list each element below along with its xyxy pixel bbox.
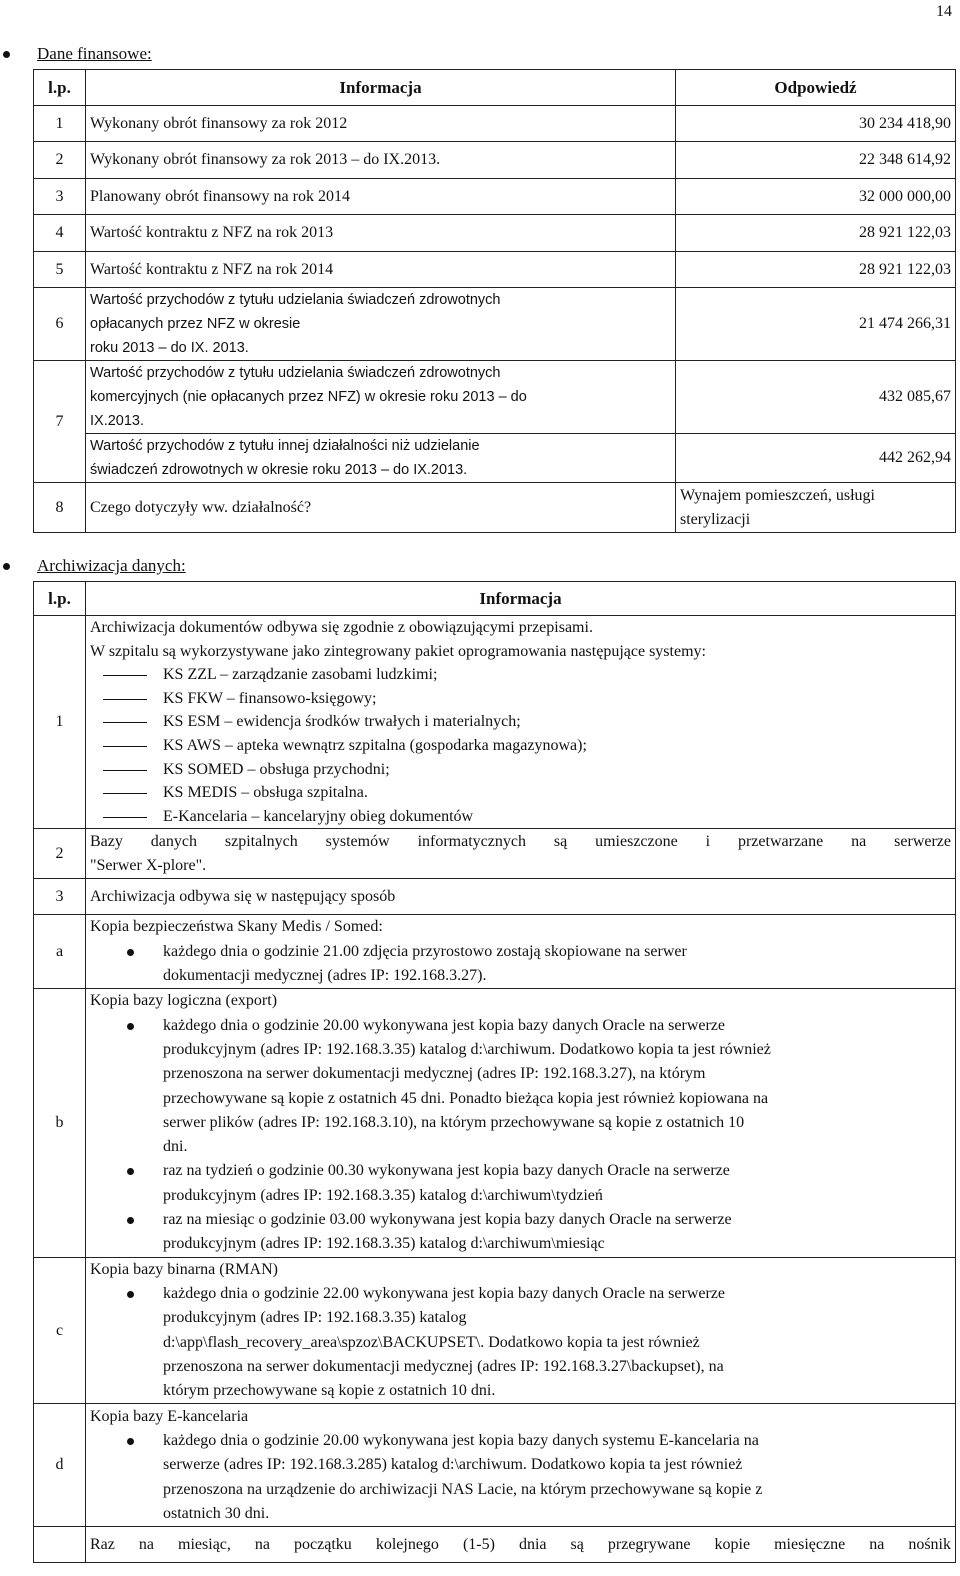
- text-line: każdego dnia o godzinie 20.00 wykonywana jest kopia bazy danych systemu E-kancelaria na: [163, 1431, 759, 1449]
- list-item: KS FKW – finansowo-księgowy;: [90, 687, 951, 711]
- table-row: [34, 179, 956, 215]
- table-row: [34, 879, 956, 915]
- section-title: Kopia bazy logiczna (export): [90, 992, 278, 1010]
- list-item: KS AWS – apteka wewnątrz szpitalna (gospodarka magazynowa);: [90, 734, 951, 758]
- row-info: [86, 1257, 956, 1404]
- list-item: [90, 1429, 951, 1526]
- row-answer: 432 085,67: [676, 361, 956, 434]
- table-row: [34, 361, 956, 434]
- info-line: Wartość przychodów z tytułu udzielania świadczeń zdrowotnych: [90, 292, 501, 308]
- text-line: każdego dnia o godzinie 21.00 zdjęcia przyrostowo zostają skopiowane na serwer: [163, 942, 687, 960]
- section-title: Kopia bezpieczeństwa Skany Medis / Somed:: [90, 918, 383, 936]
- row-answer: 22 348 614,92: [676, 142, 956, 179]
- info-line: Wartość przychodów z tytułu innej działalności niż udzielanie: [90, 438, 480, 454]
- row-info: Planowany obrót finansowy na rok 2014: [86, 179, 676, 215]
- table-row: [34, 915, 956, 989]
- archive-table: [33, 581, 956, 1563]
- row-number: 7: [34, 361, 86, 483]
- table-row: [34, 252, 956, 288]
- text-line: dni.: [163, 1138, 188, 1156]
- section-title: Kopia bazy binarna (RMAN): [90, 1260, 278, 1278]
- row-number: 3: [34, 879, 86, 915]
- systems-list: [90, 663, 951, 828]
- text-line: przechowywane są kopie z ostatnich 45 dni. Ponadto bieżąca kopia jest również kopiowana na: [163, 1089, 769, 1107]
- col-info: Informacja: [86, 70, 676, 106]
- row-number: 1: [34, 616, 86, 829]
- row-info: Wartość kontraktu z NFZ na rok 2013: [86, 215, 676, 252]
- answer-line: sterylizacji: [680, 510, 751, 528]
- row-info: [86, 829, 956, 879]
- table-row: [34, 616, 956, 829]
- text-line: ostatnich 30 dni.: [163, 1504, 270, 1522]
- row-info: Czego dotyczyły ww. działalność?: [86, 483, 676, 533]
- table-row: [34, 1257, 956, 1404]
- bullet-list: [90, 940, 951, 989]
- row-answer: 442 262,94: [676, 434, 956, 483]
- list-item: KS MEDIS – obsługa szpitalna.: [90, 781, 951, 805]
- row-number: 2: [34, 142, 86, 179]
- info-line: roku 2013 – do IX. 2013.: [90, 340, 249, 356]
- text-line: którym przechowywane są kopie z ostatnich 10 dni.: [163, 1382, 496, 1400]
- text-line: serwer plików (adres IP: 192.168.3.10), na którym przechowywane są kopie z ostatnich 10: [163, 1113, 745, 1131]
- list-item: [90, 1159, 951, 1208]
- row-number: 8: [34, 483, 86, 533]
- answer-line: Wynajem pomieszczeń, usługi: [680, 486, 875, 504]
- list-item: KS ESM – ewidencja środków trwałych i materialnych;: [90, 710, 951, 734]
- table-row: [34, 106, 956, 142]
- list-item: [90, 1208, 951, 1257]
- row-number: 2: [34, 829, 86, 879]
- row-number: 1: [34, 106, 86, 142]
- bullet-list: [90, 1282, 951, 1403]
- text-line: produkcyjnym (adres IP: 192.168.3.35) katalog: [163, 1309, 467, 1327]
- row-info: Wartość kontraktu z NFZ na rok 2014: [86, 252, 676, 288]
- list-item: [90, 940, 951, 989]
- list-item: E-Kancelaria – kancelaryjny obieg dokumentów: [90, 805, 951, 829]
- row-answer: 28 921 122,03: [676, 215, 956, 252]
- bullet-icon: [3, 563, 10, 570]
- text-line: przenoszona na serwer dokumentacji medycznej (adres IP: 192.168.3.27), na którym: [163, 1065, 706, 1083]
- table-row: [34, 483, 956, 533]
- info-line: Archiwizacja dokumentów odbywa się zgodnie z obowiązującymi przepisami.: [90, 619, 593, 636]
- row-number: 4: [34, 215, 86, 252]
- text-line: raz na miesiąc o godzinie 03.00 wykonywana jest kopia bazy danych Oracle na serwerze: [163, 1211, 732, 1229]
- row-number: 3: [34, 179, 86, 215]
- text-line: raz na tydzień o godzinie 00.30 wykonywana jest kopia bazy danych Oracle na serwerze: [163, 1162, 730, 1180]
- finance-heading-text: Dane finansowe:: [37, 44, 152, 63]
- row-answer: 30 234 418,90: [676, 106, 956, 142]
- text-line: każdego dnia o godzinie 22.00 wykonywana jest kopia bazy danych Oracle na serwerze: [163, 1284, 726, 1302]
- bullet-list: [90, 1429, 951, 1526]
- row-number: a: [34, 915, 86, 989]
- col-lp: l.p.: [34, 582, 86, 616]
- row-info: [86, 1527, 956, 1563]
- finance-header-row: [34, 70, 956, 106]
- list-item: [90, 1282, 951, 1403]
- text-line: serwerze (adres IP: 192.168.3.285) katalog d:\archiwum. Dodatkowo kopia ta jest również: [163, 1456, 743, 1474]
- page-number: 14: [936, 3, 952, 20]
- text-line: każdego dnia o godzinie 20.00 wykonywana jest kopia bazy danych Oracle na serwerze: [163, 1016, 726, 1034]
- row-info: Wykonany obrót finansowy za rok 2012: [86, 106, 676, 142]
- finance-table: [33, 69, 956, 533]
- bullet-list: [90, 1014, 951, 1257]
- info-line: Raz na miesiąc, na początku kolejnego (1-5) dnia są przegrywane kopie miesięczne na nośnik: [90, 1535, 951, 1553]
- row-info: Wykonany obrót finansowy za rok 2013 – do IX.2013.: [86, 142, 676, 179]
- row-number: 6: [34, 288, 86, 361]
- table-row: [34, 829, 956, 879]
- info-line: Wartość przychodów z tytułu udzielania świadczeń zdrowotnych: [90, 365, 501, 381]
- row-info: [86, 989, 956, 1257]
- list-item: [90, 1014, 951, 1160]
- col-info: Informacja: [86, 582, 956, 616]
- row-answer: 32 000 000,00: [676, 179, 956, 215]
- row-number: [34, 1527, 86, 1563]
- text-line: produkcyjnym (adres IP: 192.168.3.35) katalog d:\archiwum\tydzień: [163, 1186, 603, 1204]
- row-answer: 28 921 122,03: [676, 252, 956, 288]
- row-number: b: [34, 989, 86, 1257]
- info-line: komercyjnych (nie opłacanych przez NFZ) w okresie roku 2013 – do: [90, 389, 527, 405]
- row-info: [86, 288, 676, 361]
- info-line: IX.2013.: [90, 413, 145, 429]
- table-row: [34, 989, 956, 1257]
- row-info: [86, 434, 676, 483]
- text-line: dokumentacji medycznej (adres IP: 192.168.3.27).: [163, 966, 487, 984]
- section-title: Kopia bazy E-kancelaria: [90, 1407, 249, 1425]
- row-answer: 21 474 266,31: [676, 288, 956, 361]
- table-row: [34, 1527, 956, 1563]
- info-line: opłacanych przez NFZ w okresie: [90, 316, 301, 332]
- text-line: d:\app\flash_recovery_area\spzoz\BACKUPSET\. Dodatkowo kopia ta jest również: [163, 1333, 700, 1351]
- info-line: W szpitalu są wykorzystywane jako zintegrowany pakiet oprogramowania następujące systemy:: [90, 642, 706, 660]
- text-line: produkcyjnym (adres IP: 192.168.3.35) katalog d:\archiwum\miesiąc: [163, 1235, 605, 1253]
- table-row: [34, 434, 956, 483]
- bullet-icon: [3, 51, 10, 58]
- row-info: [86, 361, 676, 434]
- table-row: [34, 142, 956, 179]
- info-line: Bazy danych szpitalnych systemów informatycznych są umieszczone i przetwarzane na serwerze: [90, 832, 951, 850]
- archive-heading-text: Archiwizacja danych:: [37, 556, 186, 575]
- table-row: [34, 215, 956, 252]
- col-lp: l.p.: [34, 70, 86, 106]
- row-info: [86, 1404, 956, 1527]
- row-number: c: [34, 1257, 86, 1404]
- table-row: [34, 288, 956, 361]
- info-line: świadczeń zdrowotnych w okresie roku 2013 – do IX.2013.: [90, 462, 468, 478]
- list-item: KS ZZL – zarządzanie zasobami ludzkimi;: [90, 663, 951, 687]
- row-number: d: [34, 1404, 86, 1527]
- archive-header-row: [34, 582, 956, 616]
- row-info: [86, 915, 956, 989]
- table-row: [34, 1404, 956, 1527]
- row-info: Archiwizacja odbywa się w następujący sposób: [86, 879, 956, 915]
- text-line: przenoszona na urządzenie do archiwizacji NAS Lacie, na którym przechowywane są kopie z: [163, 1480, 763, 1498]
- row-answer: [676, 483, 956, 533]
- text-line: przenoszona na serwer dokumentacji medycznej (adres IP: 192.168.3.27\backupset), na: [163, 1357, 724, 1375]
- col-answer: Odpowiedź: [676, 70, 956, 106]
- list-item: KS SOMED – obsługa przychodni;: [90, 758, 951, 782]
- text-line: produkcyjnym (adres IP: 192.168.3.35) katalog d:\archiwum. Dodatkowo kopia ta jest również: [163, 1040, 771, 1058]
- row-info: [86, 616, 956, 829]
- info-line: "Serwer X-plore".: [90, 856, 207, 874]
- row-number: 5: [34, 252, 86, 288]
